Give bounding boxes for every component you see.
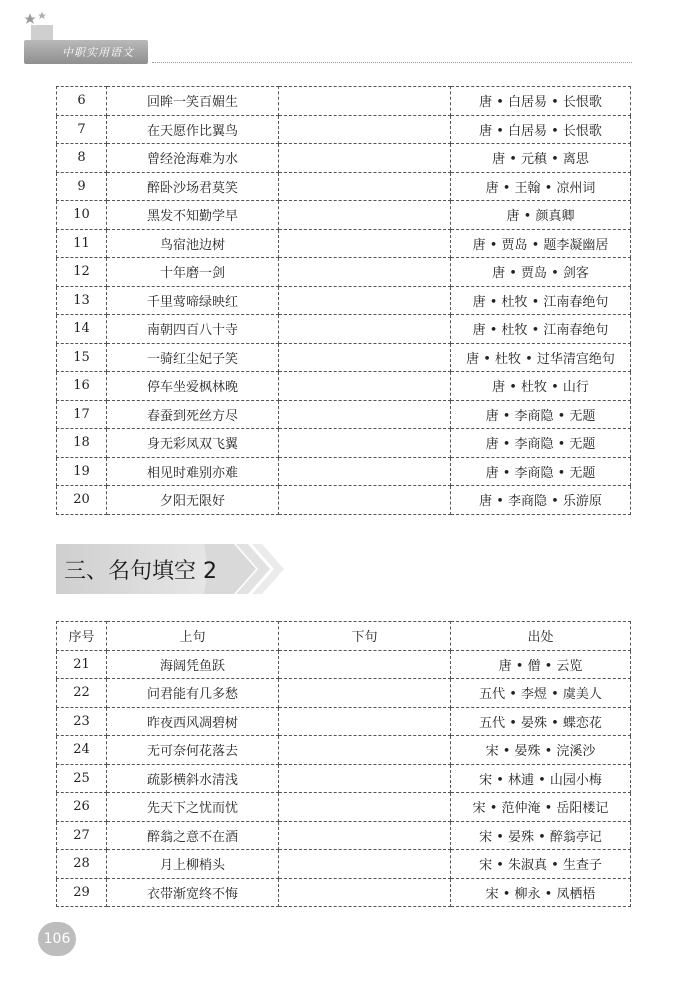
upper-line: 曾经沧海难为水 [107,144,279,173]
table-row [57,229,631,258]
upper-line: 无可奈何花落去 [107,736,279,765]
upper-line: 先天下之忧而忧 [107,793,279,822]
section-banner [56,544,256,594]
row-number: 7 [57,115,107,144]
upper-line: 衣带渐宽终不悔 [107,878,279,907]
header-num: 序号 [57,622,107,651]
row-number: 21 [57,650,107,679]
row-number: 14 [57,315,107,344]
upper-line: 在天愿作比翼鸟 [107,115,279,144]
table-row [57,679,631,708]
row-number: 23 [57,707,107,736]
poem-fill-in-table [56,621,631,907]
upper-line: 问君能有几多愁 [107,679,279,708]
table-row [57,878,631,907]
source: 唐 • 李商隐 • 无题 [451,457,631,486]
source: 宋 • 晏殊 • 浣溪沙 [451,736,631,765]
lower-line-blank[interactable] [279,343,451,372]
source: 唐 • 杜牧 • 过华清宫绝句 [451,343,631,372]
table-row [57,372,631,401]
lower-line-blank[interactable] [279,429,451,458]
upper-line: 身无彩凤双飞翼 [107,429,279,458]
lower-line-blank[interactable] [279,315,451,344]
lower-line-blank[interactable] [279,878,451,907]
upper-line: 醉翁之意不在酒 [107,821,279,850]
lower-line-blank[interactable] [279,87,451,116]
table-row [57,115,631,144]
source: 宋 • 林逋 • 山园小梅 [451,764,631,793]
row-number: 24 [57,736,107,765]
row-number: 11 [57,229,107,258]
lower-line-blank[interactable] [279,372,451,401]
table-row [57,87,631,116]
header-upper-line: 上句 [107,622,279,651]
upper-line: 回眸一笑百媚生 [107,87,279,116]
upper-line: 南朝四百八十寺 [107,315,279,344]
row-number: 17 [57,400,107,429]
banner-chevrons-icon [204,544,304,594]
source: 唐 • 王翰 • 凉州词 [451,172,631,201]
source: 唐 • 僧 • 云览 [451,650,631,679]
source: 宋 • 范仲淹 • 岳阳楼记 [451,793,631,822]
lower-line-blank[interactable] [279,486,451,515]
table-row [57,486,631,515]
upper-line: 停车坐爱枫林晚 [107,372,279,401]
header-lower-line: 下句 [279,622,451,651]
source: 唐 • 杜牧 • 江南春绝句 [451,286,631,315]
table-row [57,343,631,372]
row-number: 10 [57,201,107,230]
source: 五代 • 晏殊 • 蝶恋花 [451,707,631,736]
header-dotted-rule [152,62,632,63]
table-row [57,457,631,486]
table-row [57,172,631,201]
lower-line-blank[interactable] [279,679,451,708]
lower-line-blank[interactable] [279,650,451,679]
source: 唐 • 杜牧 • 江南春绝句 [451,315,631,344]
table-row [57,315,631,344]
section-title: 三、名句填空 2 [64,559,217,584]
row-number: 16 [57,372,107,401]
source: 唐 • 颜真卿 [451,201,631,230]
row-number: 13 [57,286,107,315]
table-row [57,736,631,765]
lower-line-blank[interactable] [279,764,451,793]
row-number: 20 [57,486,107,515]
table-row [57,201,631,230]
lower-line-blank[interactable] [279,821,451,850]
row-number: 29 [57,878,107,907]
row-number: 9 [57,172,107,201]
table-row [57,400,631,429]
row-number: 28 [57,850,107,879]
source: 宋 • 柳永 • 凤栖梧 [451,878,631,907]
row-number: 15 [57,343,107,372]
lower-line-blank[interactable] [279,400,451,429]
header-title: 中职实用语文 [62,46,134,59]
upper-line: 昨夜西风凋碧树 [107,707,279,736]
source: 唐 • 李商隐 • 乐游原 [451,486,631,515]
table-row [57,429,631,458]
page-number-badge: 106 [38,922,76,956]
page-header [0,0,700,70]
source: 唐 • 杜牧 • 山行 [451,372,631,401]
table-row [57,707,631,736]
upper-line: 十年磨一剑 [107,258,279,287]
lower-line-blank[interactable] [279,229,451,258]
lower-line-blank[interactable] [279,736,451,765]
lower-line-blank[interactable] [279,201,451,230]
upper-line: 醉卧沙场君莫笑 [107,172,279,201]
lower-line-blank[interactable] [279,457,451,486]
source: 唐 • 元稹 • 离思 [451,144,631,173]
row-number: 8 [57,144,107,173]
table-row [57,793,631,822]
upper-line: 鸟宿池边树 [107,229,279,258]
lower-line-blank[interactable] [279,850,451,879]
row-number: 27 [57,821,107,850]
poem-table-continued [56,86,631,515]
lower-line-blank[interactable] [279,707,451,736]
table-row [57,286,631,315]
source: 唐 • 白居易 • 长恨歌 [451,87,631,116]
source: 唐 • 李商隐 • 无题 [451,429,631,458]
lower-line-blank[interactable] [279,172,451,201]
lower-line-blank[interactable] [279,115,451,144]
source: 唐 • 李商隐 • 无题 [451,400,631,429]
upper-line: 春蚕到死丝方尽 [107,400,279,429]
lower-line-blank[interactable] [279,258,451,287]
row-number: 25 [57,764,107,793]
table-row [57,258,631,287]
upper-line: 一骑红尘妃子笑 [107,343,279,372]
row-number: 18 [57,429,107,458]
lower-line-blank[interactable] [279,144,451,173]
upper-line: 夕阳无限好 [107,486,279,515]
table-row [57,850,631,879]
source: 唐 • 贾岛 • 剑客 [451,258,631,287]
source: 五代 • 李煜 • 虞美人 [451,679,631,708]
upper-line: 相见时难别亦难 [107,457,279,486]
lower-line-blank[interactable] [279,286,451,315]
table-row [57,650,631,679]
source: 唐 • 白居易 • 长恨歌 [451,115,631,144]
upper-line: 疏影横斜水清浅 [107,764,279,793]
table-row [57,821,631,850]
upper-line: 月上柳梢头 [107,850,279,879]
upper-line: 千里莺啼绿映红 [107,286,279,315]
source: 宋 • 晏殊 • 醉翁亭记 [451,821,631,850]
row-number: 6 [57,87,107,116]
lower-line-blank[interactable] [279,793,451,822]
header-source: 出处 [451,622,631,651]
table-row [57,144,631,173]
row-number: 12 [57,258,107,287]
source: 唐 • 贾岛 • 题李凝幽居 [451,229,631,258]
row-number: 22 [57,679,107,708]
source: 宋 • 朱淑真 • 生查子 [451,850,631,879]
row-number: 26 [57,793,107,822]
table-row [57,764,631,793]
upper-line: 海阔凭鱼跃 [107,650,279,679]
upper-line: 黑发不知勤学早 [107,201,279,230]
table-header-row [57,622,631,651]
row-number: 19 [57,457,107,486]
